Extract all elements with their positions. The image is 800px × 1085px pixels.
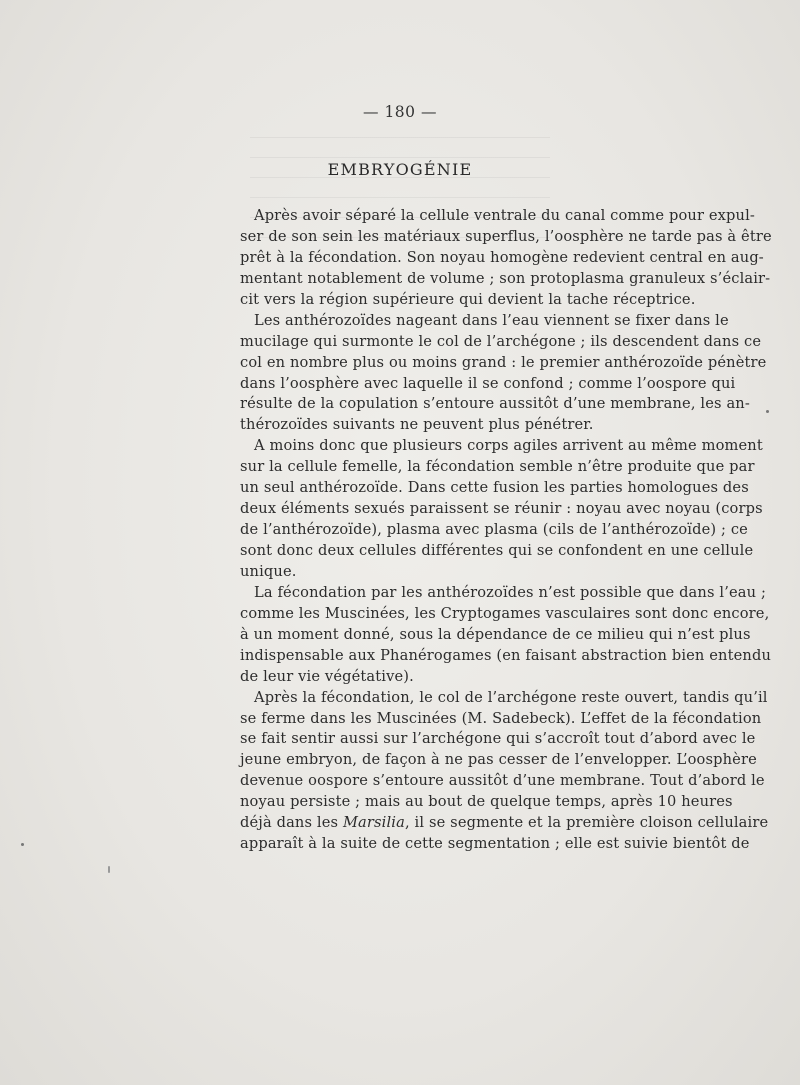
text-line: ser de son sein les matériaux superflus, l’oosphère ne tarde pas à être bbox=[240, 227, 772, 245]
text-line: mucilage qui surmonte le col de l’archégone ; ils descendent dans ce bbox=[240, 332, 762, 350]
text-line: cit vers la région supérieure qui devient la tache réceptrice. bbox=[240, 290, 696, 308]
paper-speck bbox=[108, 866, 110, 873]
paper-speck bbox=[766, 410, 769, 413]
text-line: jeune embryon, de façon à ne pas cesser de l’envelopper. L’oosphère bbox=[240, 751, 757, 769]
text-line: thérozoïdes suivants ne peuvent plus pénétrer. bbox=[240, 416, 594, 434]
text-line: devenue oospore s’entoure aussitôt d’une membrane. Tout d’abord le bbox=[240, 772, 765, 790]
text-line: noyau persiste ; mais au bout de quelque temps, après 10 heures bbox=[240, 793, 733, 811]
text-line: col en nombre plus ou moins grand : le premier anthérozoïde pénètre bbox=[240, 353, 767, 371]
text-line: se ferme dans les Muscinées (M. Sadebeck). L’effet de la fécondation bbox=[240, 709, 762, 727]
text-line: sont donc deux cellules différentes qui se confondent en une cellule bbox=[240, 542, 754, 559]
text-line: apparaît à la suite de cette segmentation ; elle est suivie bientôt de bbox=[240, 835, 750, 853]
text-line: unique. bbox=[240, 562, 297, 580]
text-line: deux éléments sexués paraissent se réunir : noyau avec noyau (corps bbox=[240, 500, 763, 518]
text-line: comme les Muscinées, les Cryptogames vasculaires sont donc encore, bbox=[240, 604, 770, 622]
chapter-title: EMBRYOGÉNIE bbox=[327, 160, 473, 179]
body-text bbox=[240, 206, 772, 855]
text-line: déjà dans les Marsilia, il se segmente et la première cloison cellulaire bbox=[240, 814, 769, 832]
text-line: de leur vie végétative). bbox=[240, 667, 414, 685]
text-line: Les anthérozoïdes nageant dans l’eau viennent se fixer dans le bbox=[254, 311, 729, 329]
paper-speck bbox=[21, 843, 24, 846]
text-line: de l’anthérozoïde), plasma avec plasma (cils de l’anthérozoïde) ; ce bbox=[240, 521, 748, 539]
text-line: sur la cellule femelle, la fécondation semble n’être produite que par bbox=[240, 458, 755, 476]
text-line: La fécondation par les anthérozoïdes n’est possible que dans l’eau ; bbox=[254, 583, 767, 601]
text-line: Après avoir séparé la cellule ventrale du canal comme pour expul- bbox=[254, 207, 755, 224]
text-line: résulte de la copulation s’entoure aussitôt d’une membrane, les an- bbox=[240, 395, 750, 413]
text-line: Après la fécondation, le col de l’archégone reste ouvert, tandis qu’il bbox=[254, 688, 768, 706]
text-line: indispensable aux Phanérogames (en faisant abstraction bien entendu bbox=[240, 646, 771, 664]
text-line: A moins donc que plusieurs corps agiles arrivent au même moment bbox=[254, 437, 763, 455]
text-line: à un moment donné, sous la dépendance de ce milieu qui n’est plus bbox=[240, 625, 751, 643]
text-line: dans l’oosphère avec laquelle il se confond ; comme l’oospore qui bbox=[240, 374, 736, 392]
page-number-header: — 180 — bbox=[363, 103, 437, 121]
text-line: un seul anthérozoïde. Dans cette fusion les parties homologues des bbox=[240, 479, 749, 497]
text-line: mentant notablement de volume ; son protoplasma granuleux s’éclair- bbox=[240, 269, 771, 287]
text-line: prêt à la fécondation. Son noyau homogène redevient central en aug- bbox=[240, 248, 764, 266]
text-line: se fait sentir aussi sur l’archégone qui s’accroît tout d’abord avec le bbox=[240, 730, 756, 748]
